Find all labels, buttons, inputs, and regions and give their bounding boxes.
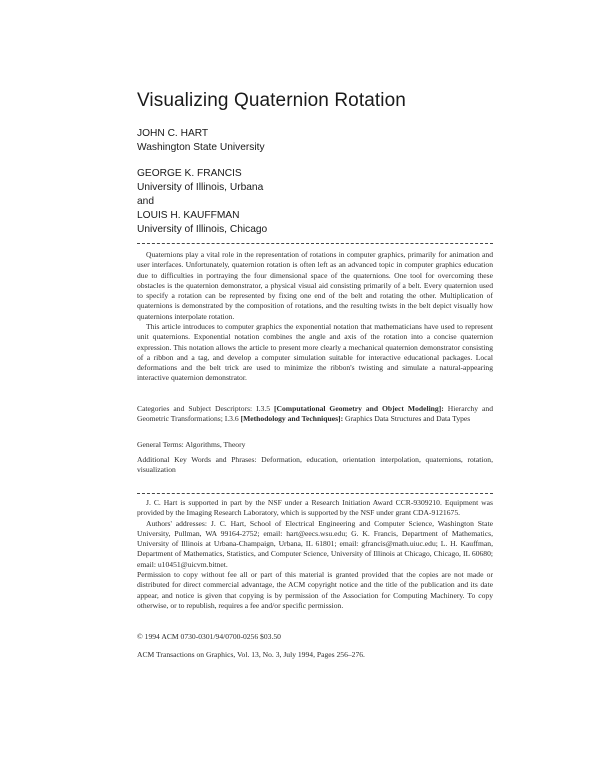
- ccs-code-1: I.3.5: [256, 404, 271, 413]
- paper-title: Visualizing Quaternion Rotation: [137, 90, 406, 111]
- author-affiliation-kauffman: University of Illinois, Chicago: [137, 224, 268, 235]
- copyright-line: © 1994 ACM 0730-0301/94/0700-0256 $03.50: [137, 632, 281, 641]
- author-name-hart: JOHN C. HART: [137, 128, 209, 139]
- author-conjunction: and: [137, 196, 154, 207]
- footnote-divider: [137, 493, 493, 494]
- author-name-kauffman: LOUIS H. KAUFFMAN: [137, 210, 240, 221]
- footnotes: [137, 498, 493, 611]
- ccs-descriptors: [137, 404, 493, 425]
- ccs-subject-1: Hierarchy and Geometric Transformations;: [137, 404, 493, 424]
- header-divider: [137, 243, 493, 244]
- author-affiliation-francis: University of Illinois, Urbana: [137, 182, 264, 193]
- ccs-subject-2: Graphics Data Structures and Data Types: [345, 414, 471, 424]
- author-affiliation-hart: Washington State University: [137, 142, 265, 153]
- ccs-code-2: I.3.6: [224, 414, 239, 424]
- footnote-permission: Permission to copy without fee all or part of this material is granted provided that the copies are not made or distributed for direct commercial advantage, the ACM copyright notice and the title of the publication and its date appear, and notice is given that copying is by permission of the Association for Computing Machinery. To copy otherwise, or to republish, requires a fee and/or specific permission.: [137, 570, 493, 610]
- ccs-category-1: [Computational Geometry and Object Modeling]:: [274, 404, 444, 413]
- abstract-paragraph-1: Quaternions play a vital role in the representation of rotations in computer graphics, primarily for animation and user interfaces. Unfortunately, quaternion rotation is often left as an advanced topic in computer graphics education due to difficulties in portraying the four dimensional space of the quaternions. One tool for overcoming these obstacles is the quaternion demonstrator, a physical visual aid consisting primarily of a belt. Every quaternion used to specify a rotation can be represented by fixing one end of the belt and rotating the other. Multiplication of quaternions is demonstrated by the composition of rotations, and the resulting twists in the belt depict visually how quaternions interpolate rotation.: [137, 250, 493, 321]
- footnote-funding: J. C. Hart is supported in part by the NSF under a Research Initiation Award CCR-9309210. Equipment was provided by the Imaging Research Laboratory, which is supported by the NSF under grant CDA-9121675.: [137, 498, 493, 518]
- journal-footer: ACM Transactions on Graphics, Vol. 13, No. 3, July 1994, Pages 256–276.: [137, 650, 365, 659]
- general-terms: General Terms: Algorithms, Theory: [137, 440, 246, 449]
- ccs-label: Categories and Subject Descriptors:: [137, 404, 253, 413]
- ccs-category-2: [Methodology and Techniques]:: [240, 414, 344, 424]
- author-name-francis: GEORGE K. FRANCIS: [137, 168, 242, 179]
- keywords: Additional Key Words and Phrases: Deformation, education, orientation interpolation, quaternions, rotation, visualization: [137, 455, 493, 475]
- footnote-addresses: Authors' addresses: J. C. Hart, School of Electrical Engineering and Computer Science, Washington State University, Pullman, WA 99164-2752; email: hart@eecs.wsu.edu; G. K. Francis, Department of Mathematics, University of Illinois at Urbana-Champaign, Urbana, IL 61801; email: gfrancis@math.uiuc.edu; L. H. Kauffman, Department of Mathematics, Statistics, and Computer Science, University of Illinois at Chicago, Chicago, IL 60680; email: u10451@uicvm.bitnet.: [137, 518, 493, 569]
- abstract-paragraph-2: This article introduces to computer graphics the exponential notation that mathematicians have used to represent unit quaternions. Exponential notation combines the angle and axis of the rotation into a concise quaternion expression. This notation allows the article to present more clearly a mechanical quaternion demonstrator consisting of a ribbon and a tag, and develop a computer simulation suitable for interactive educational packages. Local deformations and the belt trick are used to minimize the ribbon's twisting and simulate a natural-appearing interactive quaternion demonstrator.: [137, 322, 493, 383]
